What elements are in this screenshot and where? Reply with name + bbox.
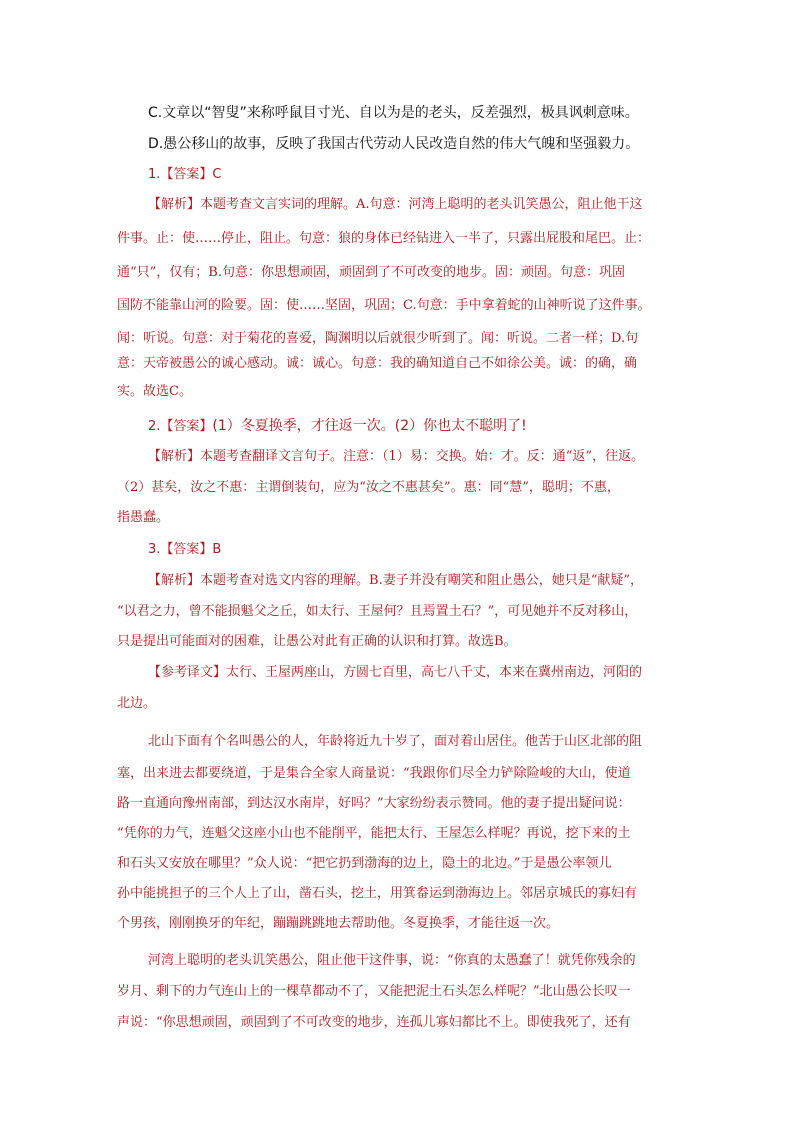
translation-line-p2-4: 和石头又安放在哪里？”众人说：“把它扔到渤海的边上，隐土的北边。”于是愚公率领儿 bbox=[117, 856, 612, 871]
q3-analysis-line-2: 只是提出可能面对的困难，让愚公对此有正确的认识和打算。故选B。 bbox=[117, 634, 517, 649]
translation-label: 【参考译文】 bbox=[148, 665, 227, 680]
translation-line-p2-3: “凭你的力气，连魁父这座小山也不能削平，能把太行、王屋怎么样呢？再说，挖下来的土 bbox=[117, 826, 631, 841]
translation-p1-text: 太行、王屋两座山，方圆七百里，高七八千丈，本来在冀州南边，河阳的 bbox=[226, 665, 643, 680]
q3-analysis-label: 【解析】 bbox=[148, 573, 201, 588]
q2-analysis-label: 【解析】 bbox=[148, 449, 201, 464]
q1-analysis-line-1: 件事。止：使……停止，阻止。句意：狼的身体已经钻进入一半了，只露出屁股和尾巴。止： bbox=[117, 231, 651, 246]
q1-analysis-text: 本题考查文言实词的理解。A.句意：河湾上聪明的老头讥笑愚公，阻止他干这 bbox=[200, 197, 643, 212]
option-c: C.文章以“智叟”来称呼鼠目寸光、自以为是的老头，反差强烈，极具讽刺意味。 bbox=[148, 105, 639, 121]
translation-line-p2-2: 路一直通向豫州南部，到达汉水南岸，好吗？”大家纷纷表示赞同。他的妻子提出疑问说： bbox=[117, 796, 631, 811]
translation-line-p2-1: 塞，出来进去都要绕道，于是集合全家人商量说：“我跟你们尽全力铲除险峻的大山，使道 bbox=[117, 766, 631, 781]
q1-answer bbox=[148, 166, 221, 184]
translation-line-p2-6: 个男孩，刚刚换牙的年纪，蹦蹦跳跳地去帮助他。冬夏换季，才能往返一次。 bbox=[117, 916, 560, 931]
q1-analysis-line-3: 国防不能靠山河的险要。固：使……坚固，巩固；C.句意：手中拿着蛇的山神听说了这件事。 bbox=[117, 298, 651, 313]
q3-answer-value: B bbox=[212, 542, 222, 557]
q1-answer-label: 1.【答案】 bbox=[148, 167, 213, 182]
q2-analysis-line-0 bbox=[148, 448, 644, 466]
q2-analysis-text: 本题考查翻译文言句子。注意：（1）易：交换。始：才。反：通“返”，往返。 bbox=[200, 449, 645, 464]
q3-answer bbox=[148, 541, 221, 559]
q3-analysis-line-0 bbox=[148, 572, 643, 590]
translation-line-p1-0 bbox=[148, 664, 642, 682]
translation-line-p2-0: 北山下面有个名叫愚公的人，年龄将近九十岁了，面对着山居住。他苦于山区北部的阻 bbox=[148, 734, 643, 749]
translation-line-p3-1: 岁月、剩下的力气连山上的一棵草都动不了，又能把泥土石头怎么样呢？”北山愚公长叹一 bbox=[117, 984, 631, 999]
translation-line-p3-2: 声说：“你思想顽固，顽固到了不可改变的地步，连孤儿寡妇都比不上。即使我死了，还有 bbox=[117, 1015, 631, 1030]
q2-analysis-line-1: （2）甚矣，汝之不惠：主谓倒装句，应为“汝之不惠甚矣”。惠：同“慧”，聪明；不惠， bbox=[117, 480, 620, 495]
q3-analysis-text: 本题考查对选文内容的理解。B.妻子并没有嘲笑和阻止愚公，她只是“献疑”， bbox=[200, 573, 643, 588]
q2-answer-label: 2.【答案】 bbox=[148, 419, 213, 434]
q1-analysis-line-5: 意：天帝被愚公的诚心感动。诚：诚心。句意：我的确知道自己不如徐公美。诚：的确，确 bbox=[117, 356, 638, 371]
translation-line-p2-5: 孙中能挑担子的三个人上了山，凿石头，挖土，用箕畚运到渤海边上。邻居京城氏的寡妇有 bbox=[117, 886, 638, 901]
q2-answer-value: (1）冬夏换季，才往返一次。(2）你也太不聪明了! bbox=[212, 418, 527, 434]
q1-analysis-line-6: 实。故选C。 bbox=[117, 384, 192, 399]
q1-analysis-line-0 bbox=[148, 196, 681, 214]
q1-analysis-line-4: 闻：听说。句意：对于菊花的喜爱，陶渊明以后就很少听到了。闻：听说。二者一样；D.句 bbox=[117, 331, 639, 346]
q1-analysis-line-2: 通“只”，仅有；B.句意：你思想顽固，顽固到了不可改变的地步。固：顽固。句意：巩固 bbox=[117, 265, 625, 280]
translation-line-p1-1: 北边。 bbox=[117, 696, 157, 711]
option-d: D.愚公移山的故事，反映了我国古代劳动人民改造自然的伟大气魄和坚强毅力。 bbox=[148, 136, 640, 152]
q2-analysis-line-2: 指愚蠢。 bbox=[117, 510, 170, 525]
q1-answer-value: C bbox=[212, 167, 222, 182]
translation-line-p3-0: 河湾上聪明的老头讥笑愚公，阻止他干这件事，说：“你真的太愚蠢了！就凭你残余的 bbox=[148, 953, 636, 968]
q1-analysis-label: 【解析】 bbox=[148, 197, 201, 212]
q3-answer-label: 3.【答案】 bbox=[148, 542, 213, 557]
q3-analysis-line-1: “以君之力，曾不能损魁父之丘，如太行、王屋何？且焉置土石？”，可见她并不反对移山， bbox=[117, 604, 638, 619]
q2-answer bbox=[148, 417, 527, 436]
